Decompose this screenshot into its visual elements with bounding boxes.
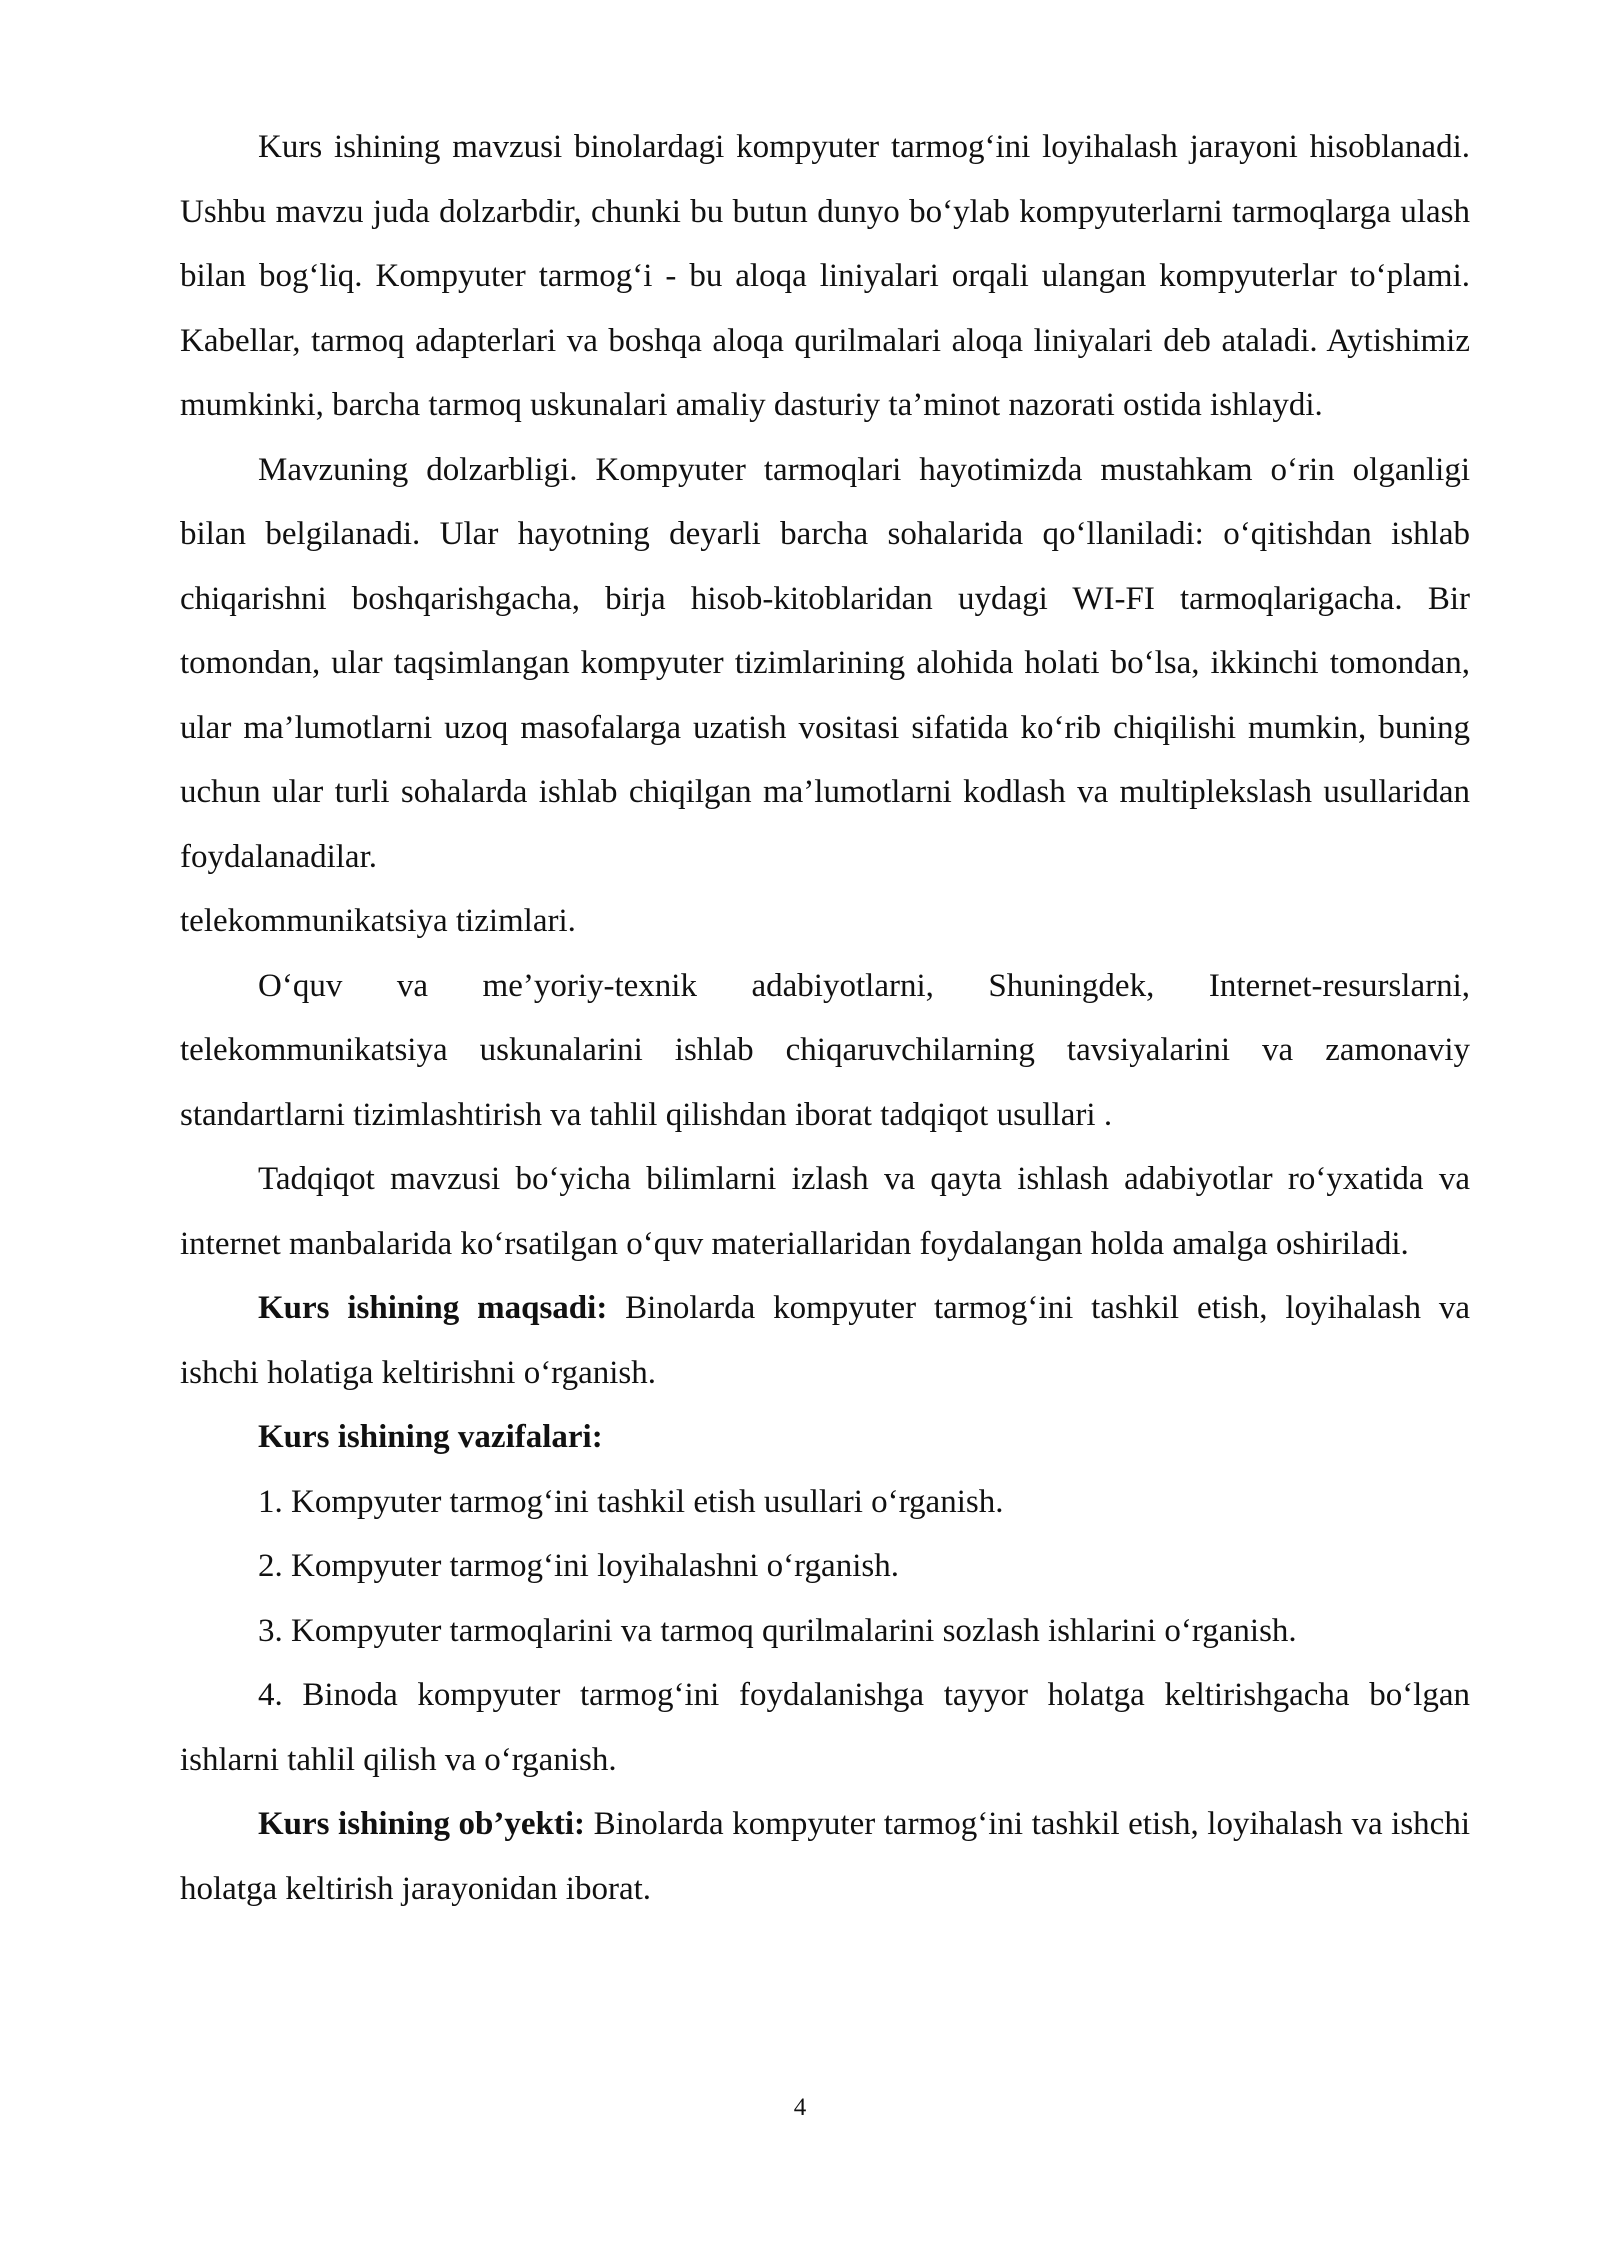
paragraph-tasks-heading (180, 1405, 1470, 1470)
goal-heading: Kurs ishining maqsadi: (258, 1290, 608, 1326)
paragraph-object (180, 1792, 1470, 1921)
task-item-4: 4. Binoda kompyuter tarmog‘ini foydalanishga tayyor holatga keltirishgacha bo‘lgan ishlarni tahlil qilish va o‘rganish. (180, 1677, 1470, 1778)
task-item-1: 1. Kompyuter tarmog‘ini tashkil etish usullari o‘rganish. (258, 1483, 1004, 1520)
paragraph-goal (180, 1276, 1470, 1405)
paragraph-methods: O‘quv va me’yoriy-texnik adabiyotlarni, Shuningdek, Internet-resurslarni, telekommunikatsiya uskunalarini ishlab chiqaruvchilarning tavsiyalarini va zamonaviy standartlarni tizimlashtirish va tahlil qilishdan iborat tadqiqot usullari . (180, 967, 1470, 1133)
object-heading: Kurs ishining ob’yekti: (258, 1806, 586, 1842)
paragraph-topic: Kurs ishining mavzusi binolardagi kompyuter tarmog‘ini loyihalash jarayoni hisoblanadi. Ushbu mavzu juda dolzarbdir, chunki bu butun dunyo bo‘ylab kompyuterlarni tarmoqlarga ulash bilan bog‘liq. Kompyuter tarmog‘i - bu aloqa liniyalari orqali ulangan kompyuterlar to‘plami. Kabellar, tarmoq adapterlari va boshqa aloqa qurilmalari aloqa liniyalari deb ataladi. Aytishimiz mumkinki, barcha tarmoq uskunalari amaliy dasturiy ta’minot nazorati ostida ishlaydi. (180, 129, 1470, 423)
task-item-2: 2. Kompyuter tarmog‘ini loyihalashni o‘rganish. (258, 1548, 899, 1584)
document-body (180, 115, 1470, 1921)
page-number: 4 (793, 2094, 807, 2121)
paragraph-research: Tadqiqot mavzusi bo‘yicha bilimlarni izlash va qayta ishlash adabiyotlar ro‘yxatida va internet manbalarida ko‘rsatilgan o‘quv materiallaridan foydalangan holda amalga oshiriladi. (180, 1161, 1470, 1262)
goal-text: Binolarda kompyuter tarmog‘ini tashkil etish, loyihalash va ishchi holatiga keltirishni o‘rganish. (180, 1290, 1470, 1391)
task-item-3: 3. Kompyuter tarmoqlarini va tarmoq qurilmalarini sozlash ishlarini o‘rganish. (258, 1612, 1297, 1649)
tasks-heading: Kurs ishining vazifalari: (258, 1419, 603, 1455)
object-text: Binolarda kompyuter tarmog‘ini tashkil etish, loyihalash va ishchi holatga keltirish jarayonidan iborat. (180, 1806, 1470, 1907)
paragraph-relevance: Mavzuning dolzarbligi. Kompyuter tarmoqlari hayotimizda mustahkam o‘rin olganligi bilan belgilanadi. Ular hayotning deyarli barcha sohalarida qo‘llaniladi: o‘qitishdan ishlab chiqarishni boshqarishgacha, birja hisob-kitoblaridan uydagi WI-FI tarmoqlarigacha. Bir tomondan, ular taqsimlangan kompyuter tizimlarining alohida holati bo‘lsa, ikkinchi tomondan, ular ma’lumotlarni uzoq masofalarga uzatish vositasi sifatida ko‘rib chiqilishi mumkin, buning uchun ular turli sohalarda ishlab chiqilgan ma’lumotlarni kodlash va multiplekslash usullaridan foydalanadilar. (180, 451, 1470, 875)
paragraph-relevance-tail: telekommunikatsiya tizimlari. (180, 903, 576, 939)
